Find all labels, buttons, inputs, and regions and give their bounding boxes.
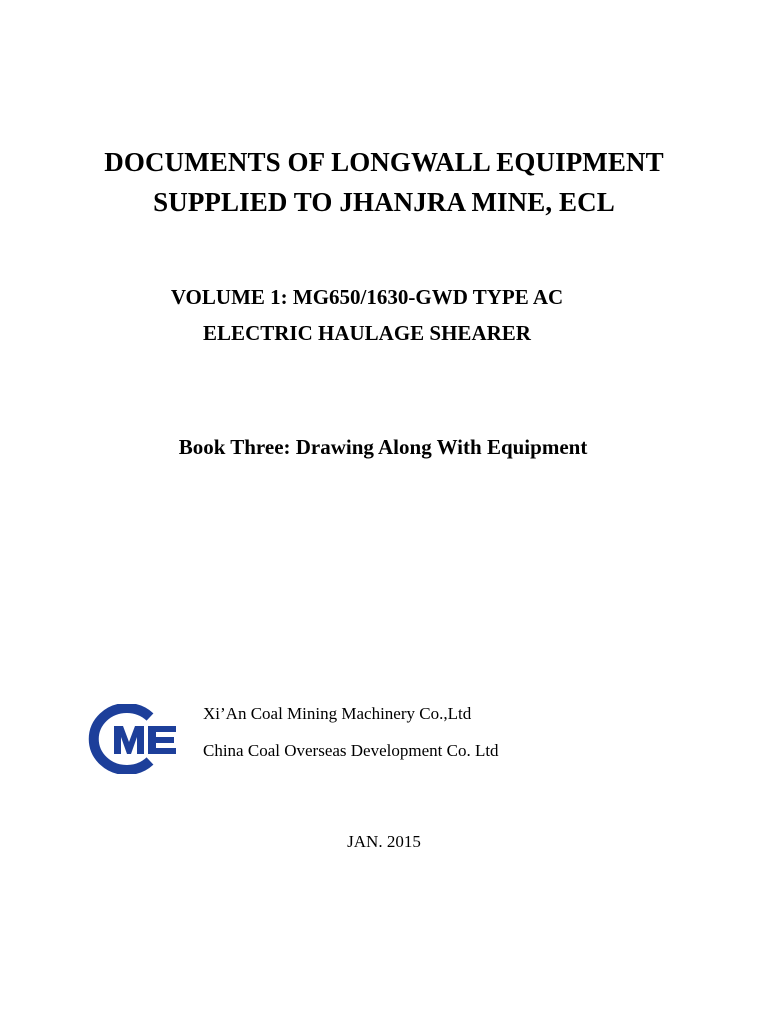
cme-logo bbox=[84, 704, 184, 774]
document-title-line-1: DOCUMENTS OF LONGWALL EQUIPMENT bbox=[104, 147, 664, 177]
company-name-1: Xi’An Coal Mining Machinery Co.,Ltd bbox=[203, 704, 472, 723]
document-date: JAN. 2015 bbox=[347, 832, 421, 851]
volume-title-line-2: ELECTRIC HAULAGE SHEARER bbox=[203, 321, 531, 345]
book-subtitle: Book Three: Drawing Along With Equipment bbox=[178, 435, 588, 459]
company-name-2: China Coal Overseas Development Co. Ltd bbox=[203, 741, 499, 760]
document-title-line-2: SUPPLIED TO JHANJRA MINE, ECL bbox=[153, 187, 615, 217]
volume-title-line-1: VOLUME 1: MG650/1630-GWD TYPE AC bbox=[170, 285, 564, 309]
